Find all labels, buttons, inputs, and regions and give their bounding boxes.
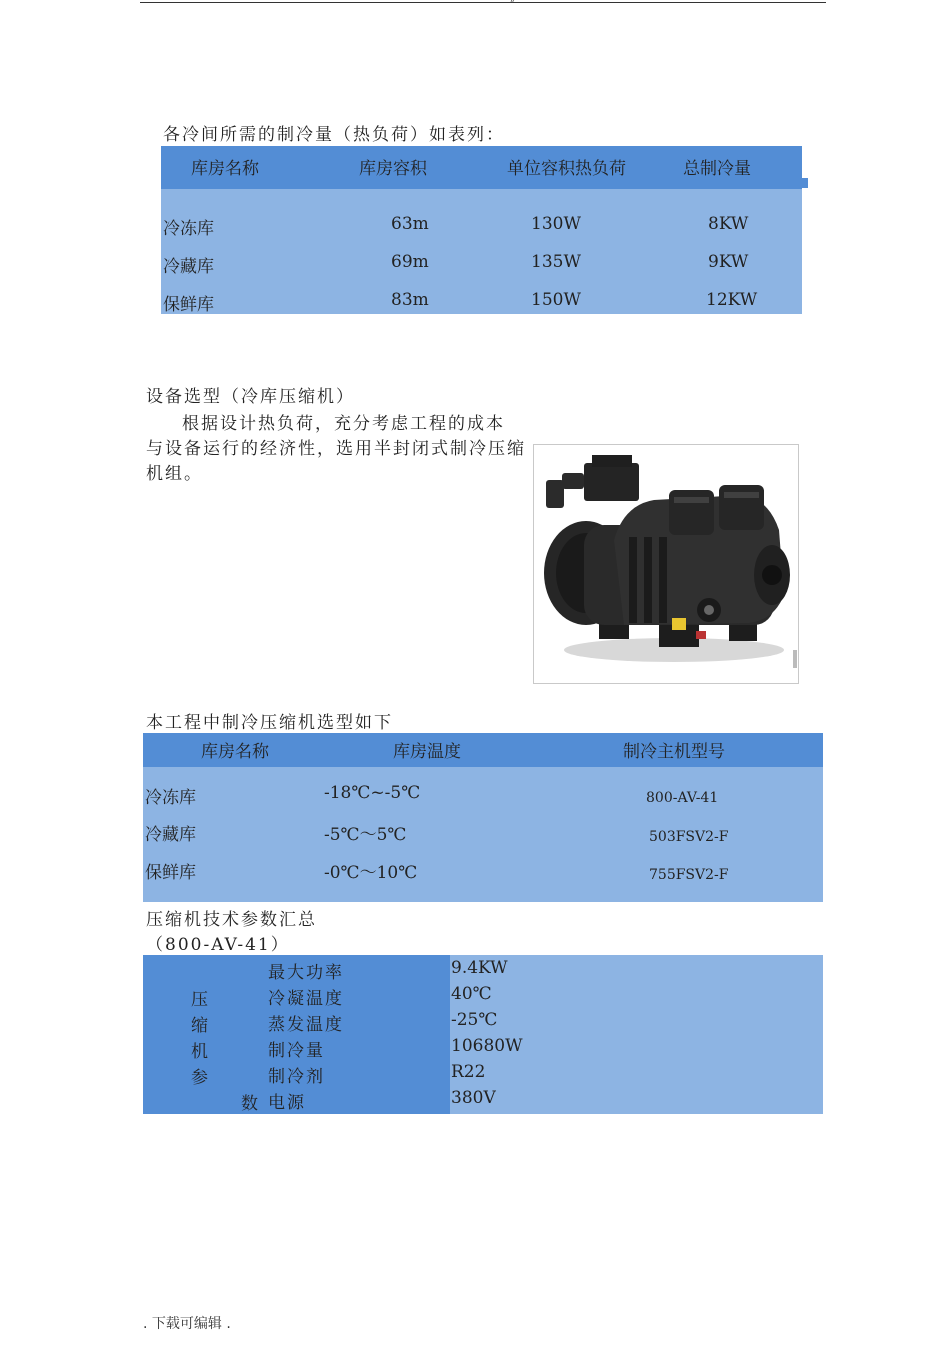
- param-label-max-power: 最大功率: [268, 963, 344, 983]
- compressor-params-title: 压缩机技术参数汇总: [146, 910, 317, 930]
- table1-row2-unit-load: 135W: [531, 252, 581, 272]
- params-side-char-1: 压: [191, 990, 208, 1010]
- table2-row1-model: 800-AV-41: [646, 790, 719, 806]
- table1-edge-mark: [802, 178, 808, 188]
- selection-paragraph-line1: 根据设计热负荷，充分考虑工程的成本: [182, 414, 505, 434]
- page-footer: . 下载可编辑 .: [143, 1316, 231, 1332]
- table2-row1-room: 冷冻库: [145, 788, 196, 808]
- param-label-evaporating-temp: 蒸发温度: [268, 1015, 344, 1035]
- table1-header-volume: 库房容积: [359, 159, 427, 179]
- table2-header-model: 制冷主机型号: [623, 742, 725, 762]
- table2-row2-temp: -5℃～5℃: [324, 825, 407, 845]
- table1-header-unit-load: 单位容积热负荷: [507, 159, 626, 179]
- table1-row1-volume: 63m: [391, 214, 429, 234]
- compressor-photo-icon: [534, 445, 798, 683]
- table2-row3-model: 755FSV2-F: [649, 867, 729, 883]
- table1-row3-unit-load: 150W: [531, 290, 581, 310]
- table1-row1-unit-load: 130W: [531, 214, 581, 234]
- table1-header-total: 总制冷量: [683, 159, 751, 179]
- selection-paragraph-line3: 机组。: [146, 464, 203, 484]
- params-side-char-2: 缩: [191, 1016, 208, 1036]
- params-side-char-4: 参: [191, 1068, 208, 1088]
- table1-row3-room: 保鲜库: [163, 295, 214, 315]
- table2-row3-temp: -0℃～10℃: [324, 863, 418, 883]
- table1-row3-volume: 83m: [391, 290, 429, 310]
- table1-header-room: 库房名称: [191, 159, 259, 179]
- compressor-model-label: （800-AV-41）: [146, 935, 290, 955]
- compressor-selection-table: [143, 733, 823, 902]
- table2-header-row: [143, 733, 823, 767]
- table1-header-row: [161, 146, 802, 189]
- table2-row2-room: 冷藏库: [145, 825, 196, 845]
- table1-row2-total: 9KW: [708, 252, 749, 272]
- param-label-refrigerant: 制冷剂: [268, 1067, 325, 1087]
- table1-row3-total: 12KW: [706, 290, 758, 310]
- table1-row1-total: 8KW: [708, 214, 749, 234]
- param-label-condensing-temp: 冷凝温度: [268, 989, 344, 1009]
- header-mark: [510, 0, 515, 4]
- compressor-params-table: [143, 955, 823, 1114]
- table2-row3-room: 保鲜库: [145, 863, 196, 883]
- param-value-condensing-temp: 40℃: [451, 984, 492, 1004]
- table2-header-room: 库房名称: [201, 742, 269, 762]
- cooling-load-table: [161, 146, 802, 314]
- table2-row2-model: 503FSV2-F: [649, 829, 729, 845]
- table1-row1-room: 冷冻库: [163, 219, 214, 239]
- param-value-refrigerant: R22: [451, 1062, 486, 1082]
- table1-row2-volume: 69m: [391, 252, 429, 272]
- param-label-cooling-capacity: 制冷量: [268, 1041, 325, 1061]
- equipment-selection-title: 设备选型（冷库压缩机）: [146, 387, 355, 407]
- param-label-power-supply: 电源: [268, 1093, 306, 1113]
- compressor-selection-title: 本工程中制冷压缩机选型如下: [146, 713, 393, 733]
- table1-intro: 各冷间所需的制冷量（热负荷）如表列：: [163, 125, 505, 145]
- table2-row1-temp: -18℃~-5℃: [324, 783, 421, 803]
- param-value-evaporating-temp: -25℃: [451, 1010, 498, 1030]
- compressor-photo: [533, 444, 799, 684]
- top-rule: [140, 2, 826, 3]
- param-value-max-power: 9.4KW: [451, 958, 508, 978]
- table2-header-temp: 库房温度: [393, 742, 461, 762]
- param-value-power-supply: 380V: [451, 1088, 496, 1108]
- params-side-char-5: 数: [241, 1094, 258, 1114]
- selection-paragraph-line2: 与设备运行的经济性，选用半封闭式制冷压缩: [146, 439, 526, 459]
- params-side-char-3: 机: [191, 1042, 208, 1062]
- table1-row2-room: 冷藏库: [163, 257, 214, 277]
- param-value-cooling-capacity: 10680W: [451, 1036, 523, 1056]
